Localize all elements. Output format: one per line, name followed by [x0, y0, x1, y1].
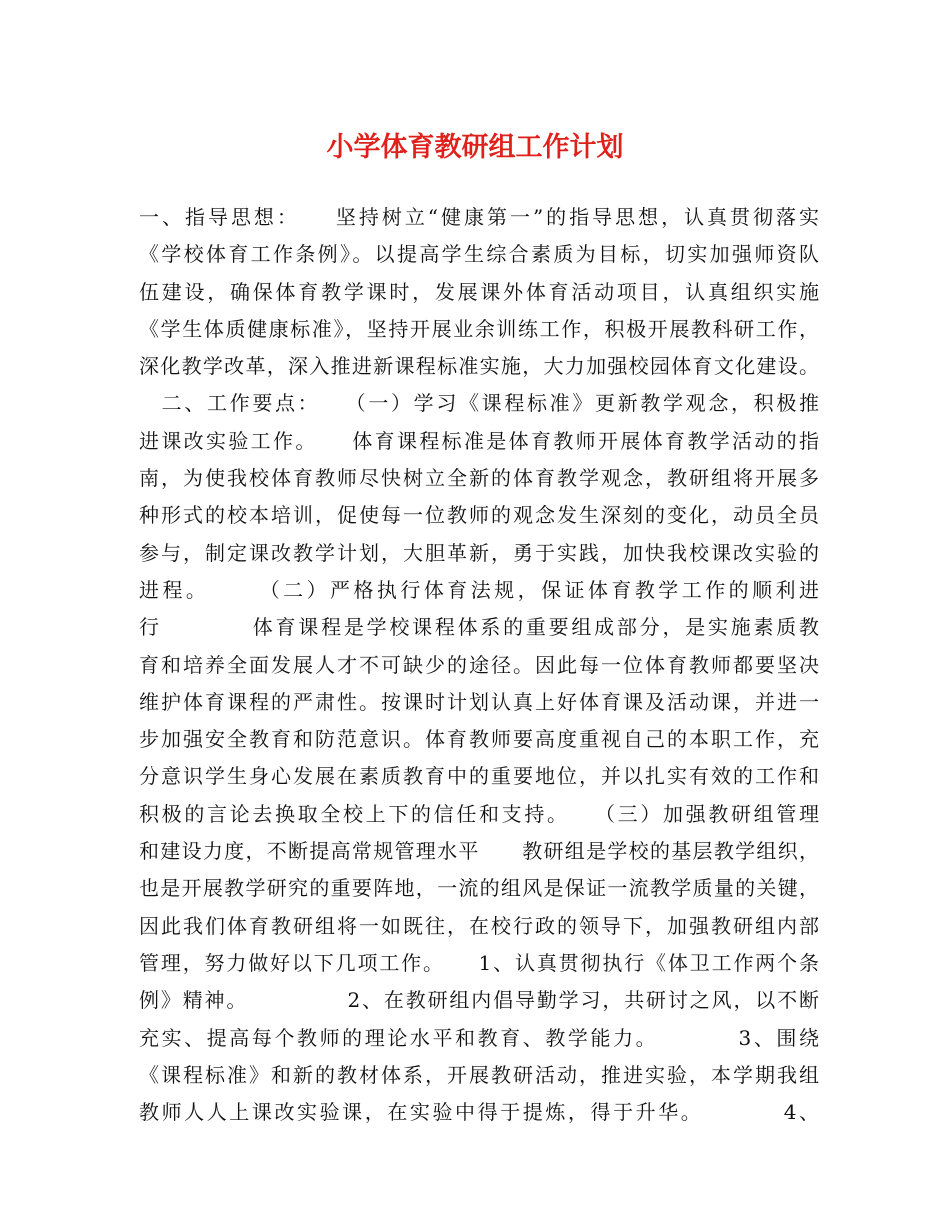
body-line: 《学校体育工作条例》。以提高学生综合素质为目标，切实加强师资队 — [139, 242, 819, 267]
body-line: 因此我们体育教研组将一如既往，在校行政的领导下，加强教研组内部 — [139, 913, 819, 938]
body-line: 一、指导思想： 坚持树立“健康第一”的指导思想，认真贯彻落实 — [139, 205, 819, 229]
document-title: 小学体育教研组工作计划 — [326, 132, 624, 163]
body-line: 进程。 （二）严格执行体育法规，保证体育教学工作的顺利进 — [139, 577, 819, 602]
body-line: 步加强安全教育和防范意识。体育教师要高度重视自己的本职工作，充 — [139, 727, 819, 752]
body-line: 育和培养全面发展人才不可缺少的途径。因此每一位体育教师都要坚决 — [139, 652, 819, 677]
body-line: 维护体育课程的严肃性。按课时计划认真上好体育课及活动课，并进一 — [139, 689, 819, 714]
body-line: 教师人人上课改实验课，在实验中得于提炼，得于升华。 4、 — [139, 1100, 819, 1125]
body-line: 分意识学生身心发展在素质教育中的重要地位，并以扎实有效的工作和 — [139, 764, 819, 789]
body-line: 南，为使我校体育教师尽快树立全新的体育教学观念，教研组将开展多 — [139, 466, 819, 491]
body-line: 行 体育课程是学校课程体系的重要组成部分，是实施素质教 — [139, 615, 819, 640]
body-line: 和建设力度，不断提高常规管理水平 教研组是学校的基层教学组织， — [139, 839, 819, 864]
body-line: 也是开展教学研究的重要阵地，一流的组风是保证一流教学质量的关键， — [139, 876, 819, 901]
body-line: 二、工作要点： （一）学习《课程标准》更新教学观念，积极推 — [139, 391, 819, 416]
body-line: 《学生体质健康标准》，坚持开展业余训练工作，积极开展教科研工作， — [139, 316, 819, 341]
body-line: 例》精神。 2、在教研组内倡导勤学习，共研讨之风，以不断 — [139, 988, 819, 1013]
body-line: 深化教学改革，深入推进新课程标准实施，大力加强校园体育文化建设。 — [139, 354, 819, 379]
body-line: 进课改实验工作。 体育课程标准是体育教师开展体育教学活动的指 — [139, 428, 819, 453]
body-line: 种形式的校本培训，促使每一位教师的观念发生深刻的变化，动员全员 — [139, 503, 819, 528]
body-line: 积极的言论去换取全校上下的信任和支持。 （三）加强教研组管理 — [139, 801, 819, 826]
body-line: 充实、提高每个教师的理论水平和教育、教学能力。 3、围绕 — [139, 1025, 819, 1050]
document-body — [139, 199, 819, 1131]
body-line: 《课程标准》和新的教材体系，开展教研活动，推进实验，本学期我组 — [139, 1062, 819, 1087]
body-line: 管理，努力做好以下几项工作。 1、认真贯彻执行《体卫工作两个条 — [139, 950, 819, 975]
body-line: 参与，制定课改教学计划，大胆革新，勇于实践，加快我校课改实验的 — [139, 540, 819, 565]
body-line: 伍建设，确保体育教学课时，发展课外体育活动项目，认真组织实施 — [139, 279, 819, 304]
